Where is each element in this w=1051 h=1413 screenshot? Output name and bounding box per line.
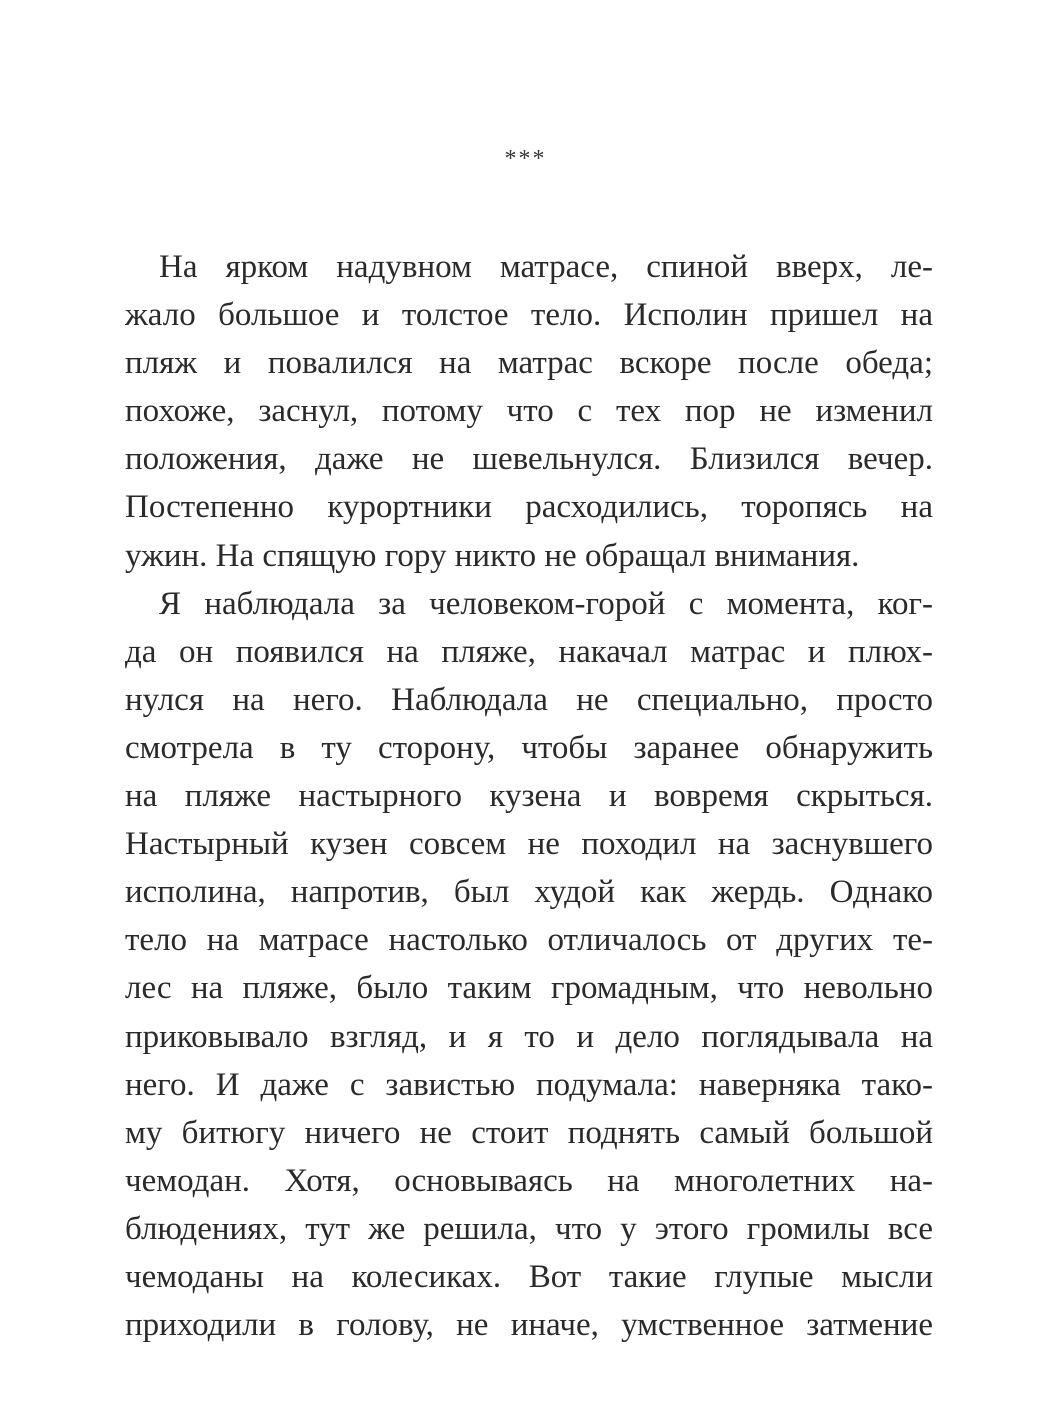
text-line: исполина, напротив, был худой как жердь. Однако (125, 874, 933, 911)
text-line: ужин. На спящую гору никто не обращал внимания. (125, 537, 860, 574)
text-line: пляж и повалился на матрас вскоре после обеда; (125, 345, 933, 382)
text-line: нулся на него. Наблюдала не специально, просто (125, 681, 933, 718)
text-line: му битюгу ничего не стоит поднять самый большой (125, 1114, 933, 1151)
body-text (125, 243, 933, 1349)
text-line: блюдениях, тут же решила, что у этого громилы все (125, 1210, 933, 1247)
text-line: чемодан. Хотя, основываясь на многолетних на- (125, 1162, 933, 1199)
paragraph-1 (125, 243, 933, 580)
text-line: лес на пляже, было таким громадным, что невольно (125, 970, 933, 1007)
section-separator: *** (504, 146, 547, 172)
text-line: Настырный кузен совсем не походил на заснувшего (125, 826, 933, 863)
text-line: смотрела в ту сторону, чтобы заранее обнаружить (125, 729, 933, 766)
text-line: похоже, заснул, потому что с тех пор не изменил (125, 393, 933, 430)
text-line: жало большое и толстое тело. Исполин пришел на (125, 297, 933, 334)
text-line: тело на матрасе настолько отличалось от других те- (125, 922, 933, 959)
text-line: приковывало взгляд, и я то и дело поглядывала на (125, 1018, 933, 1055)
paragraph-2 (125, 580, 933, 1350)
text-line: чемоданы на колесиках. Вот такие глупые мысли (125, 1258, 933, 1295)
text-line: положения, даже не шевельнулся. Близился вечер. (125, 441, 933, 478)
text-line: на пляже настырного кузена и вовремя скрыться. (125, 778, 933, 815)
text-line: Постепенно курортники расходились, торопясь на (125, 489, 933, 526)
text-line: Я наблюдала за человеком-горой с момента, ког- (159, 585, 933, 622)
text-line: да он появился на пляже, накачал матрас и плюх- (125, 633, 933, 670)
text-line: приходили в голову, не иначе, умственное затмение (125, 1307, 933, 1344)
text-line: На ярком надувном матрасе, спиной вверх, ле- (159, 249, 933, 285)
text-line: него. И даже с завистью подумала: наверняка тако- (125, 1066, 933, 1103)
